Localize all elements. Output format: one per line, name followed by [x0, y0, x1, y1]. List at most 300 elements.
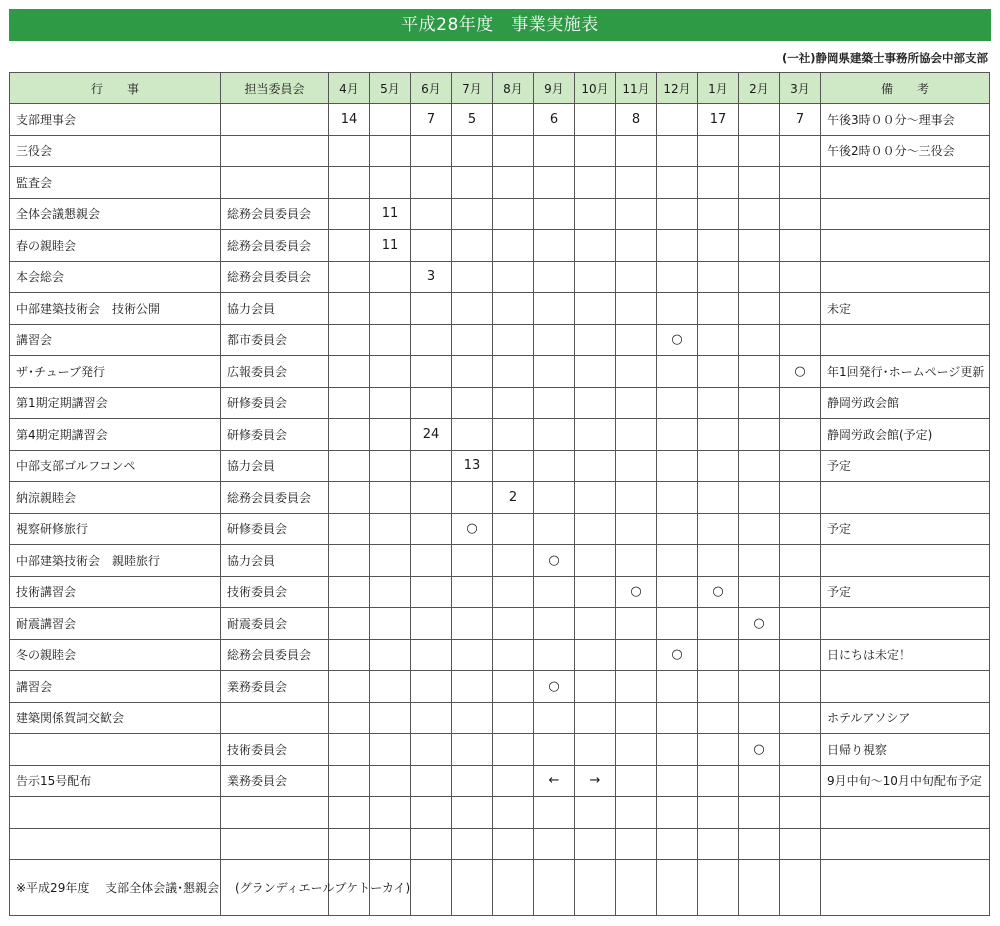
- event-cell: 中部支部ゴルフコンペ: [10, 450, 221, 482]
- month-cell: [452, 419, 493, 451]
- remarks-cell: 静岡労政会館(予定): [821, 419, 990, 451]
- month-cell: [780, 639, 821, 671]
- month-cell: ○: [534, 671, 575, 703]
- month-cell: [329, 230, 370, 262]
- month-cell: [493, 608, 534, 640]
- month-cell: [370, 450, 411, 482]
- event-cell: 視察研修旅行: [10, 513, 221, 545]
- month-cell: [534, 576, 575, 608]
- month-cell: [739, 545, 780, 577]
- month-cell: [616, 545, 657, 577]
- month-cell: [698, 450, 739, 482]
- event-cell: 第4期定期講習会: [10, 419, 221, 451]
- event-cell: 中部建築技術会 親睦旅行: [10, 545, 221, 577]
- month-cell: [698, 135, 739, 167]
- month-cell: [575, 387, 616, 419]
- month-cell: [698, 419, 739, 451]
- month-cell: [780, 513, 821, 545]
- header-month: 8月: [493, 73, 534, 104]
- month-cell: [493, 230, 534, 262]
- month-cell: [493, 513, 534, 545]
- month-cell: [575, 482, 616, 514]
- remarks-cell: 年1回発行･ホームページ更新: [821, 356, 990, 388]
- month-cell: [780, 387, 821, 419]
- table-row: [10, 198, 990, 230]
- month-cell: 7: [411, 104, 452, 136]
- month-cell: [698, 639, 739, 671]
- month-cell: [780, 765, 821, 797]
- month-cell: [452, 293, 493, 325]
- event-cell: 講習会: [10, 671, 221, 703]
- event-cell: 監査会: [10, 167, 221, 199]
- month-cell: [657, 167, 698, 199]
- remarks-cell: [821, 198, 990, 230]
- month-cell: [575, 671, 616, 703]
- month-cell: →: [575, 765, 616, 797]
- month-cell: [493, 734, 534, 766]
- header-month: 2月: [739, 73, 780, 104]
- remarks-cell: [821, 167, 990, 199]
- month-cell: [657, 545, 698, 577]
- month-cell: ○: [452, 513, 493, 545]
- month-cell: 11: [370, 230, 411, 262]
- month-cell: [616, 261, 657, 293]
- month-cell: [575, 639, 616, 671]
- table-row: [10, 167, 990, 199]
- month-cell: [575, 419, 616, 451]
- table-row: [10, 639, 990, 671]
- month-cell: [452, 387, 493, 419]
- month-cell: [370, 167, 411, 199]
- month-cell: ○: [657, 324, 698, 356]
- month-cell: [493, 167, 534, 199]
- month-cell: [657, 482, 698, 514]
- month-cell: [493, 198, 534, 230]
- month-cell: [370, 671, 411, 703]
- month-cell: [370, 513, 411, 545]
- remarks-cell: 日帰り視察: [821, 734, 990, 766]
- month-cell: ○: [534, 545, 575, 577]
- month-cell: [575, 167, 616, 199]
- month-cell: [698, 324, 739, 356]
- event-cell: 支部理事会: [10, 104, 221, 136]
- month-cell: [329, 293, 370, 325]
- month-cell: [616, 828, 657, 860]
- month-cell: [493, 671, 534, 703]
- month-cell: 24: [411, 419, 452, 451]
- committee-cell: 協力会員: [221, 545, 329, 577]
- table-row: [10, 765, 990, 797]
- month-cell: [452, 860, 493, 916]
- month-cell: [411, 545, 452, 577]
- month-cell: [698, 513, 739, 545]
- month-cell: [370, 797, 411, 829]
- committee-cell: [221, 797, 329, 829]
- committee-cell: [221, 135, 329, 167]
- month-cell: [370, 293, 411, 325]
- month-cell: [452, 167, 493, 199]
- month-cell: [370, 702, 411, 734]
- month-cell: ○: [698, 576, 739, 608]
- month-cell: [452, 545, 493, 577]
- month-cell: [370, 135, 411, 167]
- month-cell: [780, 419, 821, 451]
- month-cell: [698, 545, 739, 577]
- month-cell: [575, 513, 616, 545]
- month-cell: [493, 765, 534, 797]
- month-cell: [534, 482, 575, 514]
- remarks-cell: 予定: [821, 576, 990, 608]
- committee-cell: 技術委員会: [221, 734, 329, 766]
- month-cell: [534, 608, 575, 640]
- committee-cell: 都市委員会: [221, 324, 329, 356]
- remarks-cell: 日にちは未定！: [821, 639, 990, 671]
- month-cell: [575, 104, 616, 136]
- month-cell: [329, 828, 370, 860]
- month-cell: [575, 450, 616, 482]
- month-cell: [616, 482, 657, 514]
- month-cell: [780, 261, 821, 293]
- month-cell: [657, 135, 698, 167]
- month-cell: [329, 797, 370, 829]
- month-cell: [329, 765, 370, 797]
- event-cell: [10, 797, 221, 829]
- month-cell: [493, 104, 534, 136]
- month-cell: 7: [780, 104, 821, 136]
- month-cell: [698, 230, 739, 262]
- month-cell: [698, 293, 739, 325]
- month-cell: [493, 860, 534, 916]
- month-cell: [493, 545, 534, 577]
- table-row: [10, 261, 990, 293]
- remarks-cell: 9月中旬～10月中旬配布予定: [821, 765, 990, 797]
- remarks-cell: [821, 545, 990, 577]
- month-cell: [534, 702, 575, 734]
- month-cell: [493, 293, 534, 325]
- month-cell: [698, 608, 739, 640]
- month-cell: [575, 608, 616, 640]
- month-cell: [616, 639, 657, 671]
- month-cell: [411, 671, 452, 703]
- month-cell: [452, 135, 493, 167]
- month-cell: [575, 702, 616, 734]
- month-cell: [493, 576, 534, 608]
- table-row: [10, 450, 990, 482]
- table-row: [10, 860, 990, 916]
- month-cell: [780, 797, 821, 829]
- month-cell: [329, 608, 370, 640]
- month-cell: [780, 293, 821, 325]
- month-cell: [575, 545, 616, 577]
- month-cell: [616, 135, 657, 167]
- month-cell: [370, 261, 411, 293]
- month-cell: [616, 230, 657, 262]
- month-cell: [534, 639, 575, 671]
- month-cell: [575, 198, 616, 230]
- month-cell: [698, 482, 739, 514]
- month-cell: [739, 576, 780, 608]
- table-row: [10, 387, 990, 419]
- committee-cell: 協力会員: [221, 293, 329, 325]
- month-cell: [739, 639, 780, 671]
- committee-cell: 総務会員委員会: [221, 230, 329, 262]
- month-cell: [698, 356, 739, 388]
- month-cell: [698, 671, 739, 703]
- month-cell: [698, 828, 739, 860]
- month-cell: [739, 765, 780, 797]
- event-cell: 告示15号配布: [10, 765, 221, 797]
- month-cell: [329, 198, 370, 230]
- month-cell: [657, 671, 698, 703]
- month-cell: [534, 734, 575, 766]
- month-cell: [534, 450, 575, 482]
- month-cell: [780, 135, 821, 167]
- month-cell: [698, 797, 739, 829]
- table-row: [10, 671, 990, 703]
- month-cell: [657, 828, 698, 860]
- month-cell: [329, 702, 370, 734]
- month-cell: [739, 198, 780, 230]
- remarks-cell: [821, 860, 990, 916]
- month-cell: [739, 387, 780, 419]
- month-cell: [329, 576, 370, 608]
- month-cell: [370, 608, 411, 640]
- month-cell: [780, 545, 821, 577]
- month-cell: [329, 513, 370, 545]
- month-cell: [534, 293, 575, 325]
- event-cell: 講習会: [10, 324, 221, 356]
- header-row: [10, 73, 990, 104]
- month-cell: [739, 167, 780, 199]
- month-cell: [657, 230, 698, 262]
- month-cell: [616, 702, 657, 734]
- month-cell: [739, 828, 780, 860]
- schedule-body: [10, 104, 990, 916]
- month-cell: [575, 797, 616, 829]
- month-cell: [739, 671, 780, 703]
- month-cell: [411, 797, 452, 829]
- committee-cell: 研修委員会: [221, 419, 329, 451]
- month-cell: [657, 576, 698, 608]
- month-cell: [657, 797, 698, 829]
- month-cell: [493, 135, 534, 167]
- month-cell: [739, 450, 780, 482]
- remarks-cell: 午後2時００分～三役会: [821, 135, 990, 167]
- month-cell: [452, 671, 493, 703]
- month-cell: ○: [739, 608, 780, 640]
- month-cell: [452, 734, 493, 766]
- month-cell: [370, 765, 411, 797]
- month-cell: [739, 482, 780, 514]
- month-cell: [657, 356, 698, 388]
- month-cell: [452, 639, 493, 671]
- event-cell: 第1期定期講習会: [10, 387, 221, 419]
- title-banner: [9, 9, 991, 41]
- organization-name: (一社)静岡県建築士事務所協会中部支部: [781, 51, 988, 65]
- month-cell: [411, 324, 452, 356]
- month-cell: [534, 261, 575, 293]
- month-cell: ○: [780, 356, 821, 388]
- month-cell: [534, 230, 575, 262]
- month-cell: [698, 734, 739, 766]
- table-row: [10, 608, 990, 640]
- page-title: 平成28年度 事業実施表: [401, 15, 599, 35]
- month-cell: [493, 702, 534, 734]
- header-month: 1月: [698, 73, 739, 104]
- remarks-cell: [821, 482, 990, 514]
- month-cell: [657, 198, 698, 230]
- month-cell: [452, 324, 493, 356]
- remarks-cell: [821, 608, 990, 640]
- month-cell: [452, 797, 493, 829]
- month-cell: [616, 513, 657, 545]
- month-cell: [780, 167, 821, 199]
- month-cell: [657, 419, 698, 451]
- month-cell: [698, 702, 739, 734]
- committee-cell: 総務会員委員会: [221, 261, 329, 293]
- month-cell: ○: [657, 639, 698, 671]
- table-row: [10, 702, 990, 734]
- month-cell: [411, 198, 452, 230]
- committee-cell: 業務委員会: [221, 765, 329, 797]
- month-cell: [370, 576, 411, 608]
- event-cell: 耐震講習会: [10, 608, 221, 640]
- schedule-table: [9, 72, 990, 916]
- table-row: [10, 734, 990, 766]
- month-cell: [739, 230, 780, 262]
- table-row: [10, 576, 990, 608]
- month-cell: [657, 104, 698, 136]
- month-cell: [411, 702, 452, 734]
- month-cell: [534, 135, 575, 167]
- month-cell: ○: [739, 734, 780, 766]
- table-row: [10, 104, 990, 136]
- month-cell: [739, 513, 780, 545]
- table-row: [10, 797, 990, 829]
- month-cell: [780, 198, 821, 230]
- event-cell: 本会総会: [10, 261, 221, 293]
- month-cell: [739, 135, 780, 167]
- month-cell: [739, 356, 780, 388]
- remarks-cell: [821, 671, 990, 703]
- month-cell: [780, 671, 821, 703]
- event-cell: 建築関係賀詞交歓会: [10, 702, 221, 734]
- month-cell: [411, 734, 452, 766]
- committee-cell: 協力会員: [221, 450, 329, 482]
- header-month: 9月: [534, 73, 575, 104]
- month-cell: [329, 450, 370, 482]
- event-cell: 納涼親睦会: [10, 482, 221, 514]
- month-cell: [780, 230, 821, 262]
- month-cell: [534, 387, 575, 419]
- remarks-cell: 午後3時００分～理事会: [821, 104, 990, 136]
- month-cell: [616, 419, 657, 451]
- month-cell: [780, 702, 821, 734]
- month-cell: [739, 104, 780, 136]
- month-cell: ←: [534, 765, 575, 797]
- committee-cell: 広報委員会: [221, 356, 329, 388]
- month-cell: 14: [329, 104, 370, 136]
- month-cell: [370, 734, 411, 766]
- committee-cell: [221, 828, 329, 860]
- month-cell: [329, 419, 370, 451]
- month-cell: 2: [493, 482, 534, 514]
- month-cell: [780, 828, 821, 860]
- month-cell: [452, 198, 493, 230]
- month-cell: [780, 860, 821, 916]
- month-cell: [780, 608, 821, 640]
- month-cell: [616, 734, 657, 766]
- month-cell: [534, 860, 575, 916]
- event-cell: 冬の親睦会: [10, 639, 221, 671]
- header-month: 5月: [370, 73, 411, 104]
- month-cell: [575, 135, 616, 167]
- month-cell: [329, 734, 370, 766]
- month-cell: [411, 765, 452, 797]
- remarks-cell: [821, 324, 990, 356]
- header-month: 3月: [780, 73, 821, 104]
- month-cell: [329, 387, 370, 419]
- month-cell: [780, 734, 821, 766]
- committee-cell: [221, 167, 329, 199]
- month-cell: [575, 860, 616, 916]
- month-cell: [411, 576, 452, 608]
- month-cell: [452, 482, 493, 514]
- remarks-cell: [821, 828, 990, 860]
- month-cell: [534, 513, 575, 545]
- event-cell: ※平成29年度 支部全体会議･懇親会 (グランディエールブケトーカイ): [10, 860, 221, 916]
- committee-cell: 技術委員会: [221, 576, 329, 608]
- month-cell: [575, 576, 616, 608]
- month-cell: [493, 261, 534, 293]
- month-cell: 8: [616, 104, 657, 136]
- month-cell: [329, 167, 370, 199]
- event-cell: 中部建築技術会 技術公開: [10, 293, 221, 325]
- month-cell: [739, 324, 780, 356]
- month-cell: [370, 828, 411, 860]
- month-cell: [329, 482, 370, 514]
- remarks-cell: 予定: [821, 450, 990, 482]
- month-cell: [329, 324, 370, 356]
- month-cell: [575, 293, 616, 325]
- month-cell: [493, 639, 534, 671]
- month-cell: [411, 860, 452, 916]
- month-cell: [739, 293, 780, 325]
- committee-cell: 総務会員委員会: [221, 198, 329, 230]
- month-cell: [411, 230, 452, 262]
- month-cell: [616, 608, 657, 640]
- month-cell: [329, 135, 370, 167]
- month-cell: [452, 576, 493, 608]
- month-cell: [534, 324, 575, 356]
- month-cell: [657, 261, 698, 293]
- month-cell: [739, 419, 780, 451]
- month-cell: [411, 135, 452, 167]
- month-cell: [575, 230, 616, 262]
- month-cell: [534, 356, 575, 388]
- table-row: [10, 356, 990, 388]
- month-cell: [452, 765, 493, 797]
- month-cell: [411, 639, 452, 671]
- event-cell: [10, 734, 221, 766]
- month-cell: [329, 545, 370, 577]
- month-cell: [493, 419, 534, 451]
- committee-cell: [221, 702, 329, 734]
- event-cell: 三役会: [10, 135, 221, 167]
- month-cell: [452, 356, 493, 388]
- month-cell: [370, 419, 411, 451]
- header-remarks: 備 考: [821, 73, 990, 104]
